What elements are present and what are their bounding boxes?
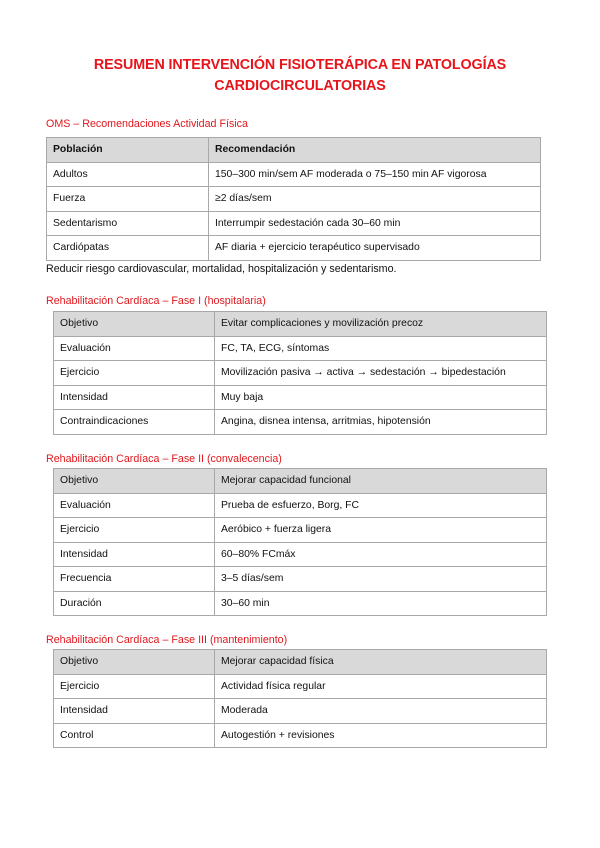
table-row — [47, 162, 541, 187]
table-cell: Evaluación — [54, 493, 215, 518]
table-cell: Duración — [54, 591, 215, 616]
fase3-heading: Rehabilitación Cardíaca – Fase III (mantenimiento) — [46, 634, 288, 646]
fase2-heading: Rehabilitación Cardíaca – Fase II (convalecencia) — [46, 453, 282, 465]
table-row — [47, 211, 541, 236]
table-cell: Ejercicio — [54, 518, 215, 543]
table-header-row — [54, 469, 547, 494]
table-cell: Moderada — [215, 699, 547, 724]
header-cell: Recomendación — [209, 138, 541, 163]
table-row — [54, 518, 547, 543]
table-cell: Cardiópatas — [47, 236, 209, 261]
table-row — [47, 236, 541, 261]
table-cell: Intensidad — [54, 385, 215, 410]
table-header-row — [54, 312, 547, 337]
table-cell: Prueba de esfuerzo, Borg, FC — [215, 493, 547, 518]
table-cell: Ejercicio — [54, 674, 215, 699]
table-row — [54, 591, 547, 616]
table-cell: Angina, disnea intensa, arritmias, hipotensión — [215, 410, 547, 435]
title-line-1: RESUMEN INTERVENCIÓN FISIOTERÁPICA EN PATOLOGÍAS — [93, 57, 507, 73]
table-row — [54, 336, 547, 361]
oms-table — [46, 137, 541, 261]
table-header-row — [47, 138, 541, 163]
header-cell: Objetivo — [54, 469, 215, 494]
table-cell: FC, TA, ECG, síntomas — [215, 336, 547, 361]
header-cell: Mejorar capacidad física — [215, 650, 547, 675]
fase1-table — [53, 311, 547, 435]
fase3-table — [53, 649, 547, 748]
table-row — [54, 542, 547, 567]
table-cell: Interrumpir sedestación cada 30–60 min — [209, 211, 541, 236]
table-cell: 60–80% FCmáx — [215, 542, 547, 567]
table-cell: AF diaria + ejercicio terapéutico supervisado — [209, 236, 541, 261]
header-cell: Mejorar capacidad funcional — [215, 469, 547, 494]
table-cell: Autogestión + revisiones — [215, 723, 547, 748]
header-cell: Objetivo — [54, 312, 215, 337]
fase1-heading: Rehabilitación Cardíaca – Fase I (hospitalaria) — [46, 295, 266, 307]
table-row — [54, 361, 547, 386]
table-cell: Control — [54, 723, 215, 748]
table-row — [47, 187, 541, 212]
table-row — [54, 674, 547, 699]
table-cell: Aeróbico + fuerza ligera — [215, 518, 547, 543]
table-cell: Sedentarismo — [47, 211, 209, 236]
title-line-2: CARDIOCIRCULATORIAS — [214, 78, 386, 94]
table-row — [54, 385, 547, 410]
table-cell: Intensidad — [54, 542, 215, 567]
table-cell: Adultos — [47, 162, 209, 187]
fase2-table — [53, 468, 547, 616]
table-row — [54, 699, 547, 724]
table-cell: 3–5 días/sem — [215, 567, 547, 592]
page-title — [0, 55, 600, 97]
table-cell: Intensidad — [54, 699, 215, 724]
table-cell: Actividad física regular — [215, 674, 547, 699]
table-cell: Frecuencia — [54, 567, 215, 592]
table-header-row — [54, 650, 547, 675]
table-cell: Fuerza — [47, 187, 209, 212]
header-cell: Población — [47, 138, 209, 163]
table-cell: 150–300 min/sem AF moderada o 75–150 min AF vigorosa — [209, 162, 541, 187]
table-cell: Contraindicaciones — [54, 410, 215, 435]
header-cell: Objetivo — [54, 650, 215, 675]
table-cell: Ejercicio — [54, 361, 215, 386]
table-row — [54, 410, 547, 435]
table-row — [54, 567, 547, 592]
header-cell: Evitar complicaciones y movilización precoz — [215, 312, 547, 337]
oms-note: Reducir riesgo cardiovascular, mortalidad, hospitalización y sedentarismo. — [46, 263, 397, 275]
oms-heading: OMS – Recomendaciones Actividad Física — [46, 118, 248, 130]
table-row — [54, 723, 547, 748]
table-cell: Muy baja — [215, 385, 547, 410]
table-cell: Movilización pasiva → activa → sedestación → bipedestación — [215, 361, 547, 386]
table-cell: 30–60 min — [215, 591, 547, 616]
table-cell: Evaluación — [54, 336, 215, 361]
table-cell: ≥2 días/sem — [209, 187, 541, 212]
table-row — [54, 493, 547, 518]
